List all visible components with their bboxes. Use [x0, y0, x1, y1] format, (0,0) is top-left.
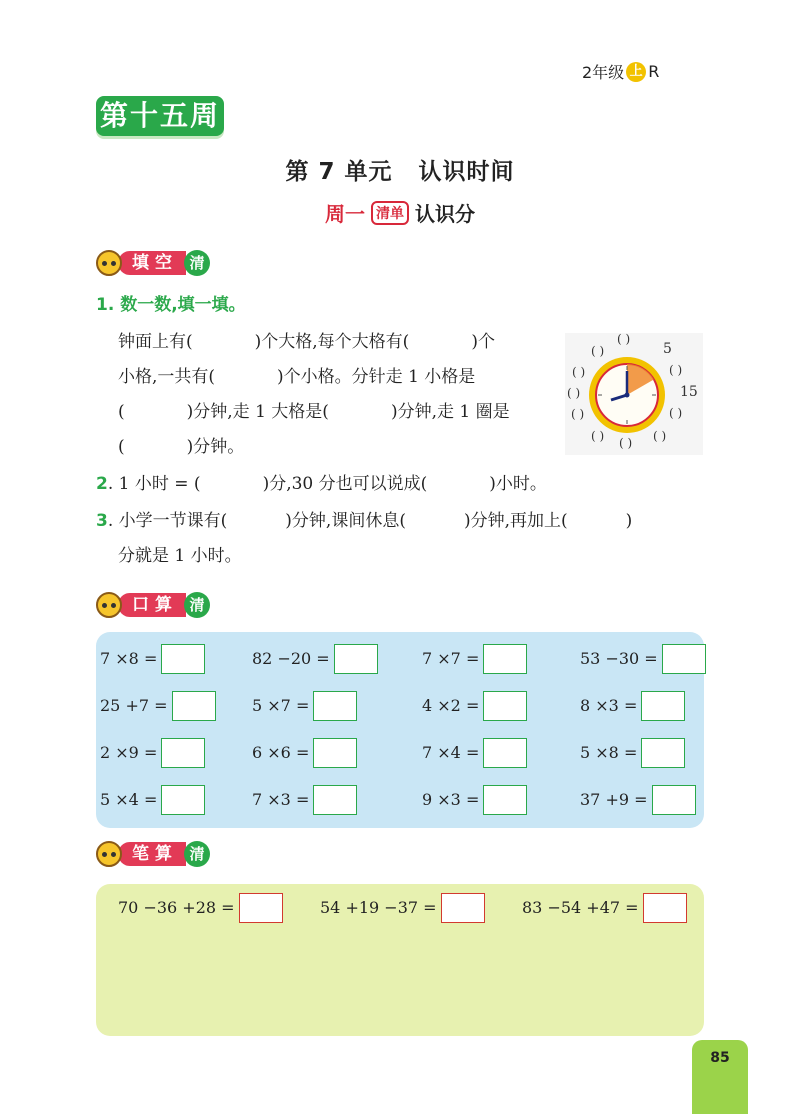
answer-box[interactable] — [441, 893, 485, 923]
answer-box[interactable] — [662, 644, 706, 674]
text: ( — [118, 437, 125, 457]
answer-box[interactable] — [161, 738, 205, 768]
clock-blank[interactable]: ( ) — [653, 429, 667, 443]
section-label: 笔算 — [118, 842, 186, 866]
text: 钟面上有( — [118, 332, 193, 352]
question-1-line-2 — [118, 366, 475, 388]
question-number: 2 — [96, 474, 108, 494]
oral-item — [252, 691, 357, 721]
answer-box[interactable] — [313, 738, 357, 768]
oral-item — [252, 644, 378, 674]
oral-item — [100, 785, 205, 815]
question-number: 3 — [96, 511, 108, 531]
expression: 70 −36 +28 = — [118, 898, 235, 917]
expression: 4 ×2 = — [422, 696, 480, 715]
section-header-oral — [96, 591, 210, 619]
question-number: 1 — [96, 295, 108, 315]
answer-box[interactable] — [161, 785, 205, 815]
answer-box[interactable] — [313, 785, 357, 815]
question-3 — [96, 510, 632, 532]
text: ) — [625, 511, 633, 531]
answer-box[interactable] — [643, 893, 687, 923]
text: )个小格。分针走 1 小格是 — [277, 367, 476, 387]
text: . 小学一节课有( — [107, 511, 228, 531]
answer-box[interactable] — [483, 785, 527, 815]
grade-suffix: R — [648, 62, 660, 81]
question-2 — [96, 473, 547, 495]
oral-item — [580, 691, 685, 721]
clock-blank[interactable]: ( ) — [591, 429, 605, 443]
clock-label-5: 5 — [663, 341, 672, 357]
unit-title — [0, 153, 800, 186]
text: )分钟,再加上( — [463, 511, 568, 531]
written-calc-panel — [96, 884, 704, 1036]
text: )个 — [471, 332, 495, 352]
section-label: 填空 — [118, 251, 186, 275]
day-topic: 认识分 — [415, 202, 475, 226]
answer-box[interactable] — [652, 785, 696, 815]
week-badge: 第十五周 — [96, 96, 224, 136]
page-number: 85 — [692, 1040, 748, 1114]
bee-icon — [96, 841, 122, 867]
answer-box[interactable] — [483, 691, 527, 721]
answer-box[interactable] — [161, 644, 205, 674]
clock-label-15: 15 — [680, 384, 698, 400]
grade-circle: 上 — [626, 62, 646, 82]
question-1-line-4 — [118, 436, 244, 458]
clock-illustration — [565, 333, 703, 455]
expression: 2 ×9 = — [100, 743, 158, 762]
expression: 7 ×7 = — [422, 649, 480, 668]
expression: 9 ×3 = — [422, 790, 480, 809]
answer-box[interactable] — [483, 644, 527, 674]
oral-item — [100, 738, 205, 768]
qing-badge: 清 — [184, 250, 210, 276]
clock-blank[interactable]: ( ) — [591, 344, 605, 358]
unit-topic: 认识时间 — [418, 159, 515, 185]
oral-item — [422, 785, 527, 815]
answer-box[interactable] — [313, 691, 357, 721]
grade-prefix: 2年级 — [582, 63, 625, 82]
section-label: 口算 — [118, 593, 186, 617]
expression: 82 −20 = — [252, 649, 330, 668]
clock-blank[interactable]: ( ) — [572, 365, 586, 379]
expression: 37 +9 = — [580, 790, 648, 809]
text: )个大格,每个大格有( — [254, 332, 410, 352]
section-header-fill — [96, 249, 210, 277]
oral-item — [580, 738, 685, 768]
oral-item — [100, 644, 205, 674]
expression: 8 ×3 = — [580, 696, 638, 715]
question-3-line-2: 分就是 1 小时。 — [118, 546, 242, 566]
clock-blank[interactable]: ( ) — [619, 436, 633, 450]
text: )小时。 — [489, 474, 547, 494]
oral-item — [422, 738, 527, 768]
question-1-line-1 — [118, 331, 495, 353]
answer-box[interactable] — [641, 691, 685, 721]
written-item — [118, 893, 283, 923]
written-item — [320, 893, 485, 923]
answer-box[interactable] — [334, 644, 378, 674]
unit-number: 第 7 单元 — [285, 159, 393, 185]
answer-box[interactable] — [483, 738, 527, 768]
question-1-line-3 — [118, 401, 510, 423]
oral-item — [580, 644, 706, 674]
clock-blank[interactable]: ( ) — [617, 332, 631, 346]
oral-calc-panel — [96, 632, 704, 828]
clock-blank[interactable]: ( ) — [669, 363, 683, 377]
text: )分钟,课间休息( — [285, 511, 406, 531]
oral-item — [422, 691, 527, 721]
oral-item — [422, 644, 527, 674]
text: ( — [118, 402, 125, 422]
text: )分,30 分也可以说成( — [262, 474, 428, 494]
text: . 1 小时 = ( — [107, 474, 201, 494]
qing-badge: 清 — [184, 841, 210, 867]
expression: 6 ×6 = — [252, 743, 310, 762]
text: )分钟。 — [186, 437, 245, 457]
text: 小格,一共有( — [118, 367, 216, 387]
bee-icon — [96, 250, 122, 276]
text: )分钟,走 1 大格是( — [186, 402, 329, 422]
list-badge: 清单 — [371, 201, 409, 225]
expression: 53 −30 = — [580, 649, 658, 668]
oral-item — [580, 785, 696, 815]
section-header-written — [96, 840, 210, 868]
question-1-title — [96, 294, 246, 316]
qing-badge: 清 — [184, 592, 210, 618]
expression: 5 ×8 = — [580, 743, 638, 762]
day-title — [0, 198, 800, 227]
answer-box[interactable] — [239, 893, 283, 923]
expression: 25 +7 = — [100, 696, 168, 715]
oral-item — [252, 738, 357, 768]
clock-blank[interactable]: ( ) — [567, 386, 581, 400]
day-label: 周一 — [325, 202, 365, 226]
written-item — [522, 893, 687, 923]
oral-item — [252, 785, 357, 815]
question-text: . 数一数,填一填。 — [107, 295, 246, 315]
expression: 83 −54 +47 = — [522, 898, 639, 917]
text: )分钟,走 1 圈是 — [390, 402, 510, 422]
expression: 5 ×7 = — [252, 696, 310, 715]
oral-item — [100, 691, 216, 721]
answer-box[interactable] — [172, 691, 216, 721]
clock-blank[interactable]: ( ) — [571, 407, 585, 421]
answer-box[interactable] — [641, 738, 685, 768]
expression: 7 ×3 = — [252, 790, 310, 809]
clock-blank[interactable]: ( ) — [669, 406, 683, 420]
bee-icon — [96, 592, 122, 618]
expression: 5 ×4 = — [100, 790, 158, 809]
grade-label — [582, 60, 659, 83]
expression: 7 ×8 = — [100, 649, 158, 668]
expression: 7 ×4 = — [422, 743, 480, 762]
expression: 54 +19 −37 = — [320, 898, 437, 917]
